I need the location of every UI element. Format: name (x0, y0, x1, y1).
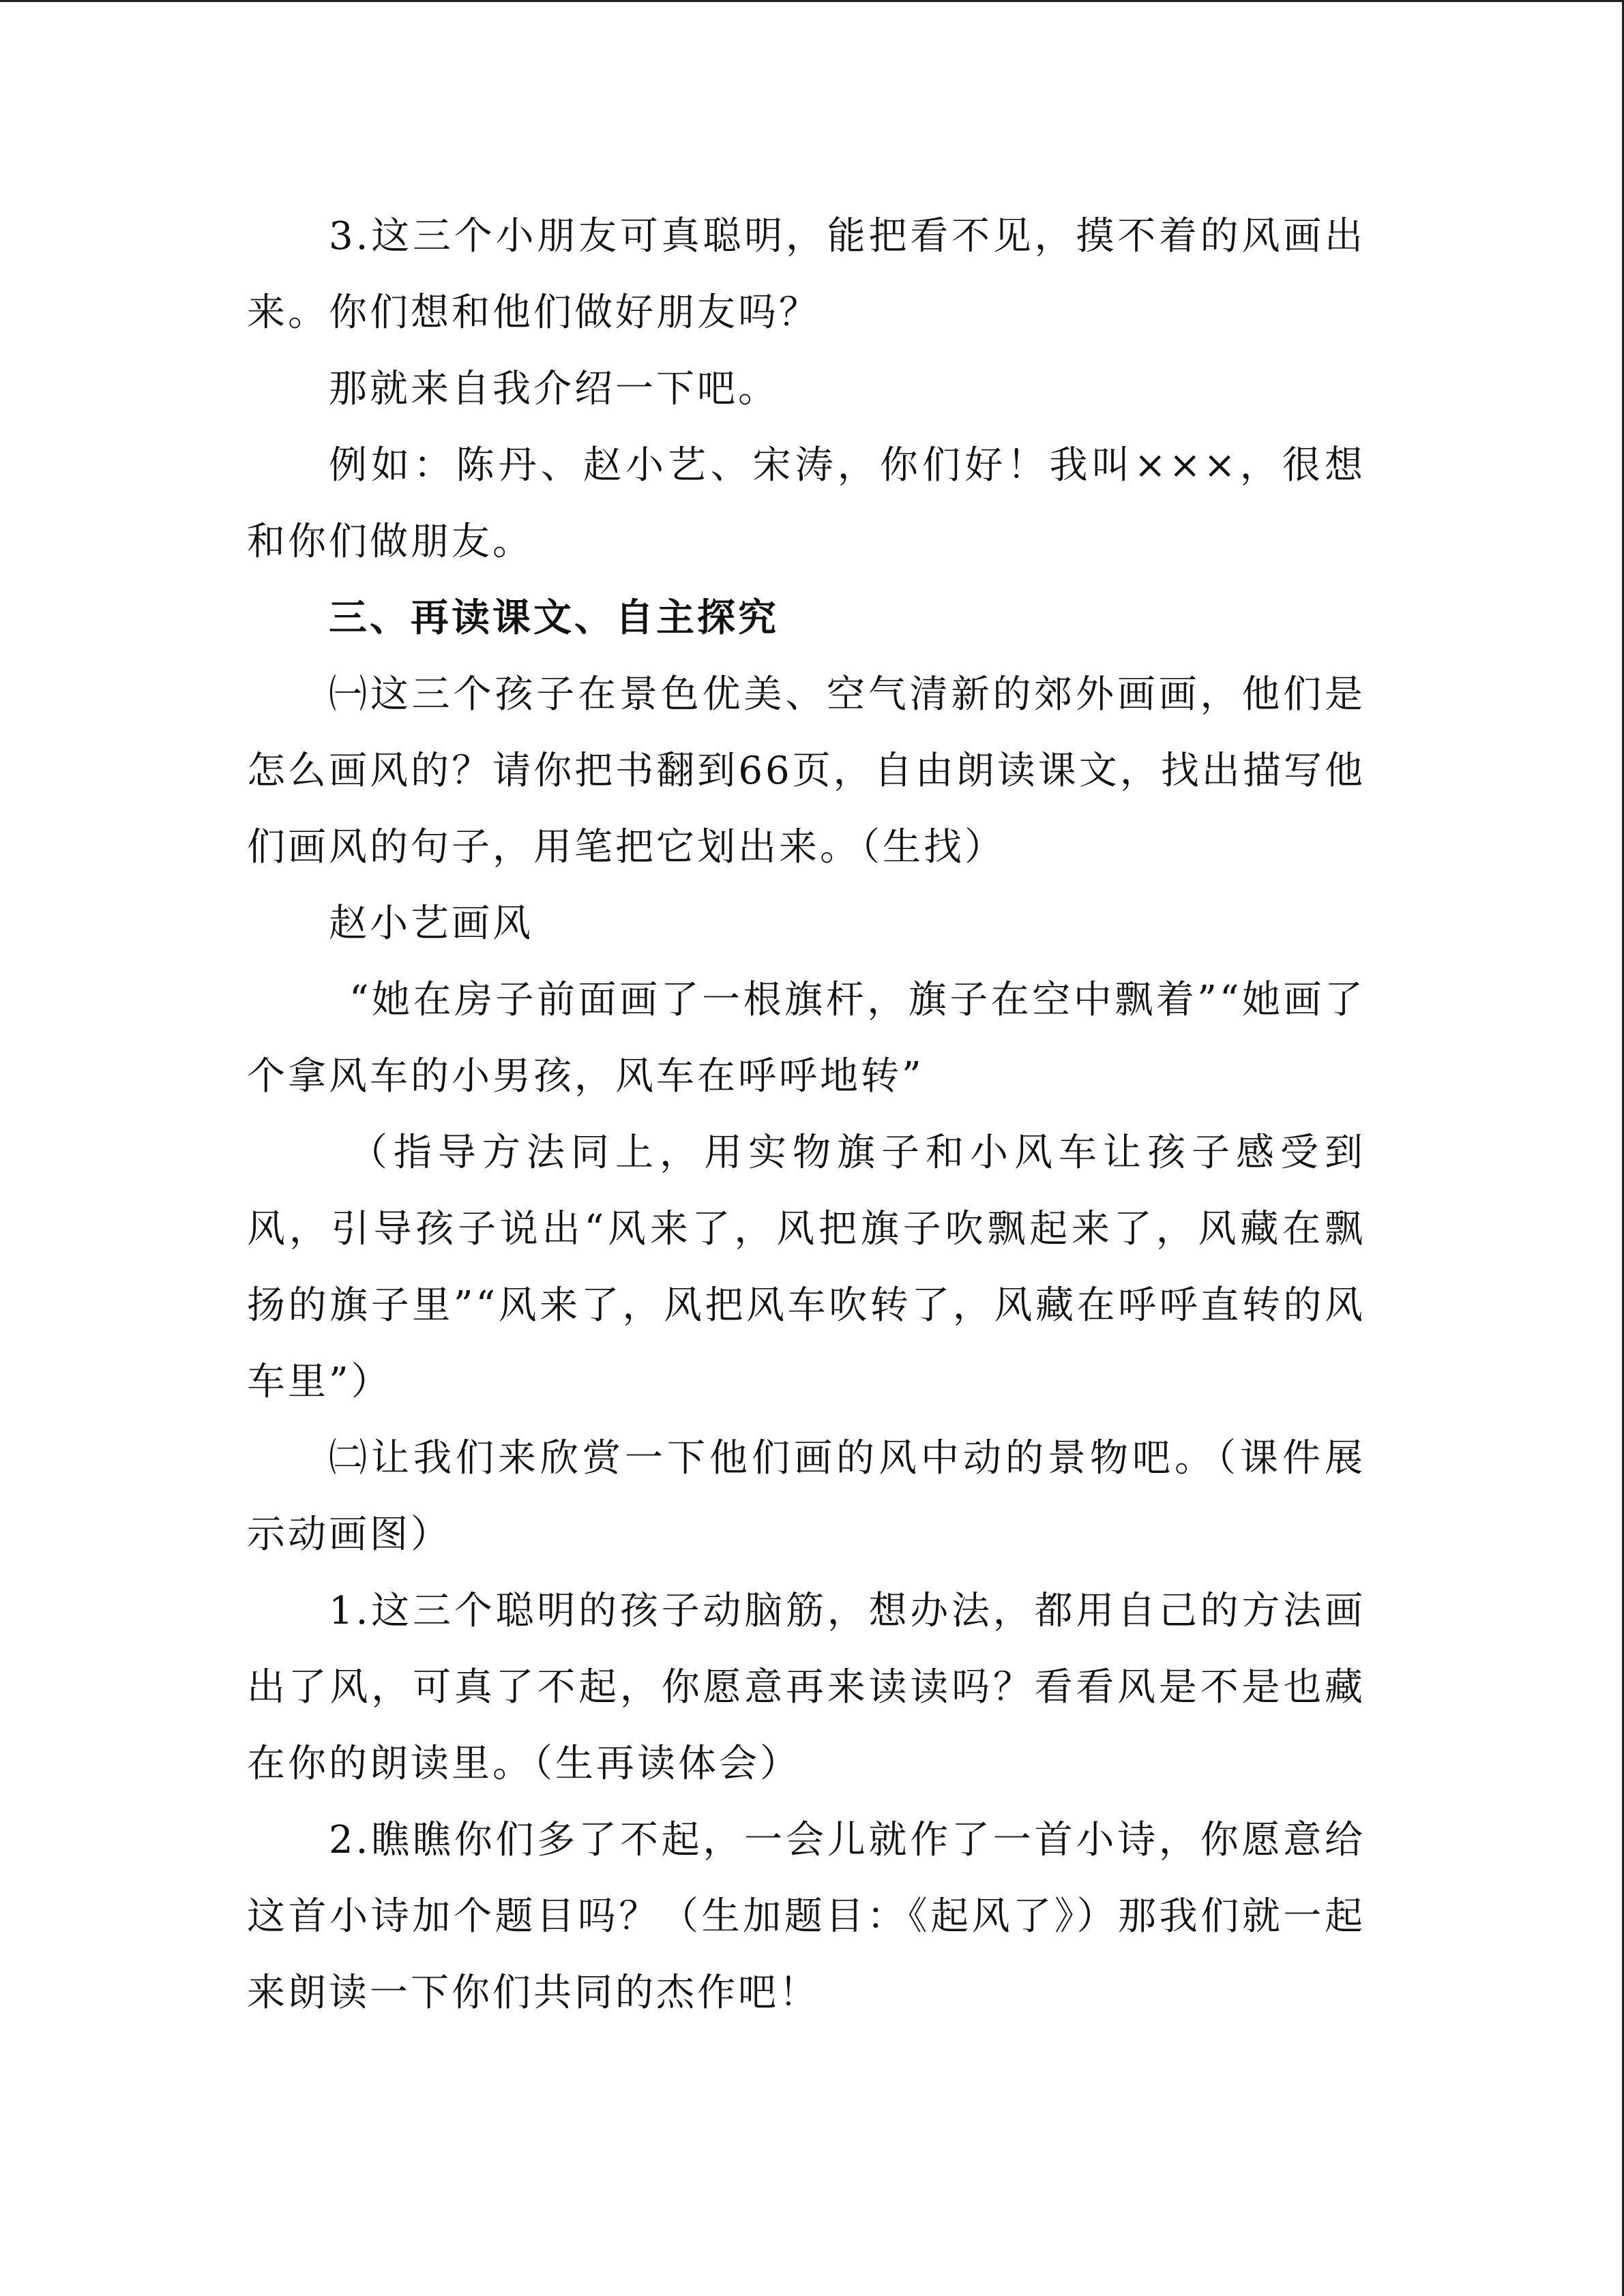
paragraph-1-reread: 1.这三个聪明的孩子动脑筋，想办法，都用自己的方法画出了风，可真了不起，你愿意再来读读吗？看看风是不是也藏在你的朗读里。（生再读体会） (247, 1589, 1365, 1786)
document-body (247, 198, 1365, 2031)
paragraph-2-poem-title: 2.瞧瞧你们多了不起，一会儿就作了一首小诗，你愿意给这首小诗加个题目吗？（生加题目：《起风了》）那我们就一起来朗读一下你们共同的杰作吧！ (247, 1818, 1365, 2015)
paragraph-example: 例如：陈丹、赵小艺、宋涛，你们好！我叫×××，很想和你们做朋友。 (247, 443, 1365, 564)
paragraph-part-2: ㈡让我们来欣赏一下他们画的风中动的景物吧。（课件展示动画图） (247, 1436, 1365, 1557)
section-heading-reread: 三、再读课文、自主探究 (329, 596, 779, 640)
paragraph-3-smart-kids: 3.这三个小朋友可真聪明，能把看不见，摸不着的风画出来。你们想和他们做好朋友吗？ (247, 214, 1365, 335)
paragraph-quote: “她在房子前面画了一根旗杆，旗子在空中飘着”“她画了个拿风车的小男孩，风车在呼呼地转” (247, 978, 1365, 1099)
paragraph-guidance: （指导方法同上，用实物旗子和小风车让孩子感受到风，引导孩子说出“风来了，风把旗子吹飘起来了，风藏在飘扬的旗子里”“风来了，风把风车吹转了，风藏在呼呼直转的风车里”） (247, 1131, 1365, 1404)
paragraph-self-introduce: 那就来自我介绍一下吧。 (329, 367, 779, 411)
paragraph-zhao-xiaoyi-title: 赵小艺画风 (329, 901, 533, 946)
paragraph-part-1: ㈠这三个孩子在景色优美、空气清新的郊外画画，他们是怎么画风的？请你把书翻到66页，自由朗读课文，找出描写他们画风的句子，用笔把它划出来。（生找） (247, 672, 1365, 869)
